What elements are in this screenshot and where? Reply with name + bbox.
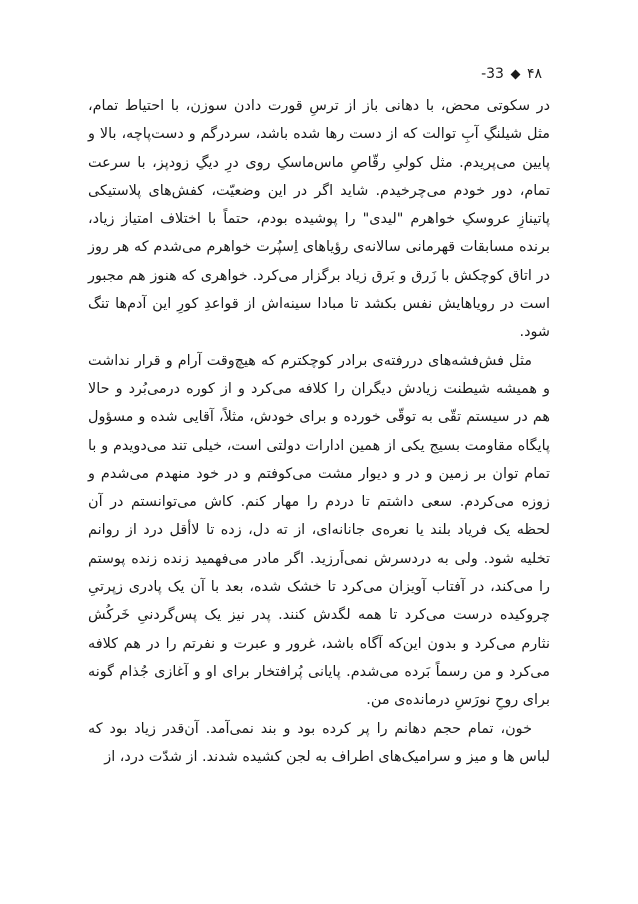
page-number: ۴۸ bbox=[526, 66, 542, 82]
paragraph-1: در سکوتی محض، با دهانی باز از ترسِ قورت دادن سوزن، با احتیاط تمام، مثل شیلنگِ آبِ توالت که از دست رها شده باشد، سردرگم و دست‌پاچه، بالا و پایین می‌پریدم. مثل کولیِ رقّاصِ ماس‌ماسکِ روی درِ دیگِ زودپز، با سرعت تمام، دور خودم می‌چرخیدم. شاید اگر در این وضعیّت، کفش‌های پلاستیکی پاتینازِ عروسکِ خواهرم "لیدی" را پوشیده بودم، حتماً با اختلاف امتیاز زیاد، برنده مسابقات قهرمانی سالانه‌ی رؤیاهای اِسپُرت خواهرم می‌شدم که هر روز در اتاق کوچکش با زَرق و بَرق زیاد برگزار می‌کرد. خواهری که هنوز هم مجبور است در رویاهایش نفس بکشد تا مبادا سینه‌اش از قواعدِ کورِ این آدم‌ها تنگ شود. bbox=[88, 98, 550, 341]
diamond-icon bbox=[511, 69, 521, 79]
paragraph-3: خون، تمام حجم دهانم را پر کرده بود و بند نمی‌آمد. آن‌قدر زیاد بود که لباس ها و میز و سرامیک‌های اطراف به لجن کشیده شدند. از شدّت درد، از bbox=[88, 720, 550, 765]
page-header bbox=[0, 62, 638, 86]
paragraph-2: مثل فش‌فشه‌های دررفته‌ی برادر کوچکترم که هیچ‌وقت آرام و قرار نداشت و همیشه شیطنت زیادش دیگران را کلافه می‌کرد و از کوره درمی‌بُرد و حالا هم در سیستم تقّی به توقّی خورده و برای خودش، مثلاً، آقایی شده و مسؤول پایگاه مقاومت بسیج یکی از همین ادارات دولتی است، خیلی تند می‌دویدم و با تمام توان بر زمین و در و دیوار مشت می‌کوفتم و در خود منهدم می‌شدم و زوزه می‌کردم. سعی داشتم تا دردم را مهار کنم. کاش می‌توانستم در آن لحظه یک فریاد بلند یا نعره‌ی جانانه‌ای، از ته دل، زده تا لاأقل درد از روانم تخلیه شود. ولی به دردسرش نمی‌اَرزید. اگر مادر می‌فهمید زنده زنده پوستم را می‌کند، در آفتاب آویزان می‌کرد تا خشک شده، بعد با آن یک پادری زپرتیِ چروکیده درست می‌کرد تا همه لگدش کنند. پدر نیز یک پس‌گردنیِ خَرکُش نثارم می‌کرد و بدون این‌که آگاه باشد، غرور و عبرت و نفرتم را در هم کلافه می‌کرد و من رسماً بَرده می‌شدم. پایانی پُرافتخار برای او و آغازی جُذام گونه برای روحِ نورَسِ درمانده‌ی من. bbox=[88, 352, 550, 709]
header-group bbox=[481, 62, 542, 86]
chapter-number: -33 bbox=[481, 66, 504, 82]
body-text bbox=[88, 92, 550, 771]
